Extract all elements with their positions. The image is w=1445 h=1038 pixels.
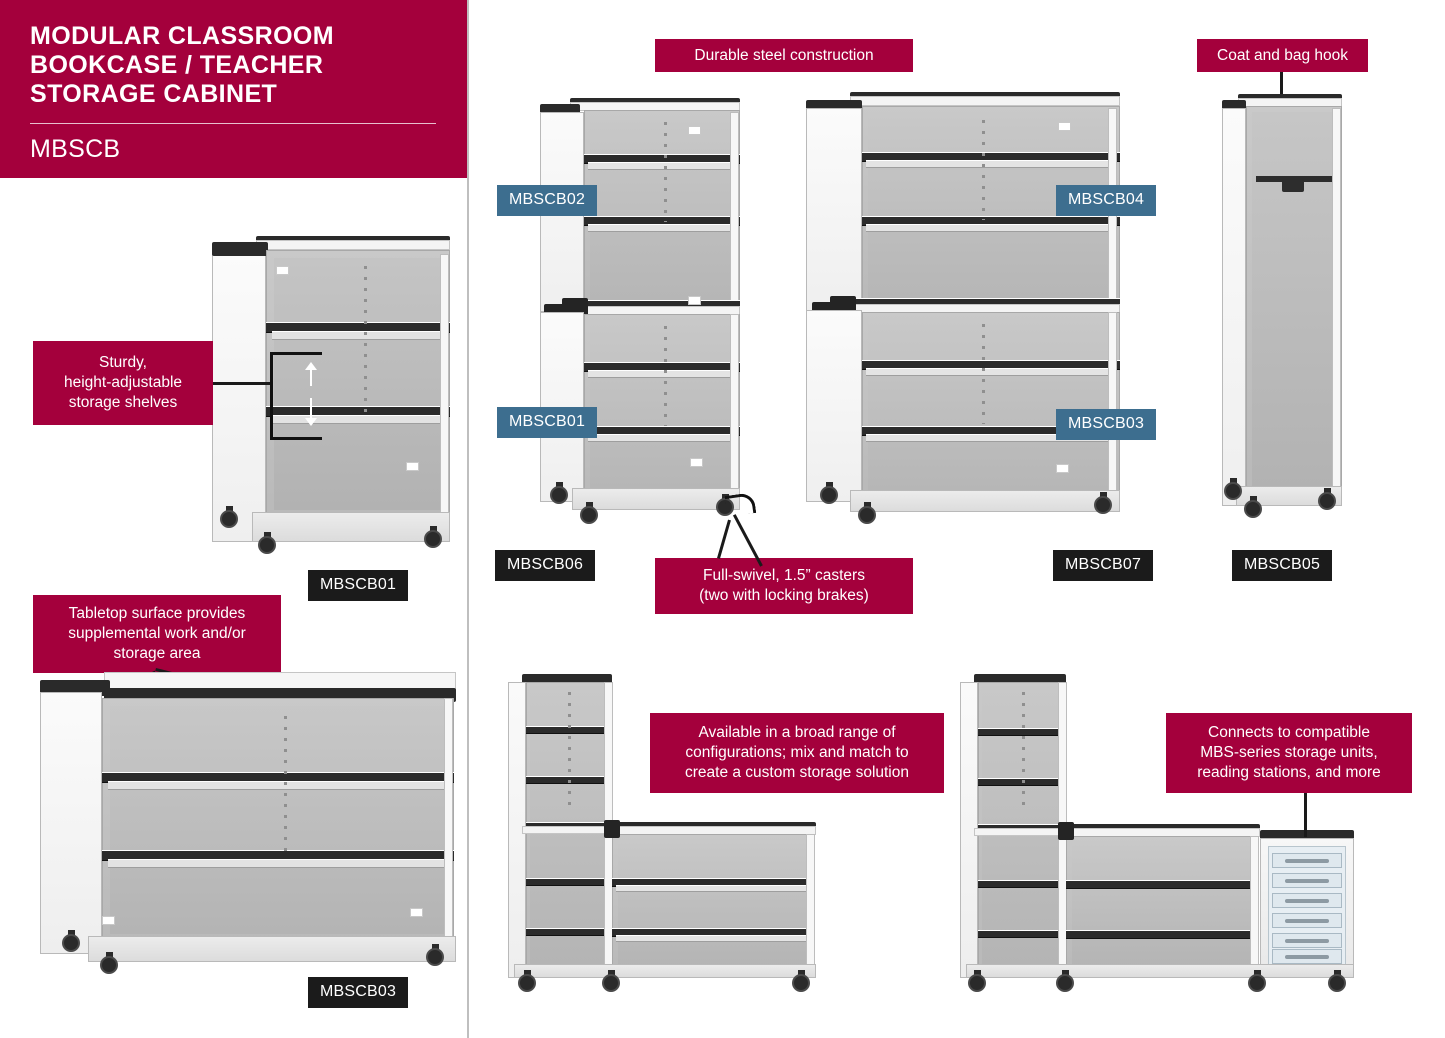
product-image-mbscb07-stack (806, 90, 1120, 536)
connector-bracket-icon (604, 820, 620, 838)
callout-line: height-adjustable (63, 374, 183, 391)
title-divider (30, 123, 436, 124)
callout-line: storage area (113, 645, 201, 662)
callout-line: Tabletop surface provides (68, 605, 246, 622)
callout-line: supplemental work and/or (68, 625, 246, 642)
callout-line: Coat and bag hook (1217, 46, 1348, 64)
label-mbscb02: MBSCB02 (497, 185, 597, 216)
callout-line: Full-swivel, 1.5” casters (703, 567, 865, 584)
swivel-arrow-icon (725, 492, 757, 517)
callout-casters (655, 558, 913, 614)
shelf-adjust-bracket-top (270, 352, 322, 355)
shelf-adjust-bracket-bottom (270, 437, 322, 440)
product-image-mbscb01-left (212, 236, 450, 556)
product-image-mbscb05 (1222, 92, 1342, 536)
storage-bins (1268, 846, 1346, 966)
down-arrow-head-icon (305, 418, 317, 426)
callout-line: configurations; mix and match to (685, 744, 909, 761)
callout-line: (two with locking brakes) (699, 587, 869, 604)
callout-leader-line (1304, 793, 1307, 837)
callout-connects-compatible (1166, 713, 1412, 793)
callout-line: Connects to compatible (1208, 724, 1370, 741)
title-block (0, 0, 468, 178)
column-divider (467, 0, 469, 1038)
sku-label: MBSCB (30, 135, 121, 163)
callout-line: reading stations, and more (1197, 764, 1381, 781)
connector-bracket-icon (1058, 822, 1074, 840)
callout-tabletop-surface (33, 595, 281, 673)
callout-adjustable-shelves (33, 341, 213, 425)
callout-line: Sturdy, (99, 354, 147, 371)
label-mbscb04: MBSCB04 (1056, 185, 1156, 216)
callout-line: create a custom storage solution (684, 764, 909, 781)
label-mbscb07: MBSCB07 (1053, 550, 1153, 581)
product-image-mbscb06-stack (540, 96, 740, 536)
callout-leader-line (213, 382, 273, 385)
label-mbscb03-left: MBSCB03 (308, 977, 408, 1008)
callout-line: MBS-series storage units, (1200, 744, 1378, 761)
callout-line: storage shelves (68, 394, 178, 411)
shelf-adjust-bracket (270, 352, 273, 440)
callout-line: Available in a broad range of (698, 724, 896, 741)
label-mbscb01: MBSCB01 (497, 407, 597, 438)
up-arrow-head-icon (305, 362, 317, 370)
callout-line: Durable steel construction (694, 47, 874, 64)
callout-steel-construction (655, 39, 913, 72)
product-image-mbscb03-left (40, 672, 456, 992)
label-mbscb05: MBSCB05 (1232, 550, 1332, 581)
callout-coat-hook (1197, 39, 1368, 72)
label-mbscb06: MBSCB06 (495, 550, 595, 581)
label-mbscb01-left: MBSCB01 (308, 570, 408, 601)
coat-hook-icon (1282, 180, 1304, 192)
page-title: MODULAR CLASSROOM BOOKCASE / TEACHER STORAGE CABINET (30, 22, 335, 108)
label-mbscb03: MBSCB03 (1056, 409, 1156, 440)
down-arrow-icon (310, 398, 312, 420)
callout-configurations (650, 713, 944, 793)
